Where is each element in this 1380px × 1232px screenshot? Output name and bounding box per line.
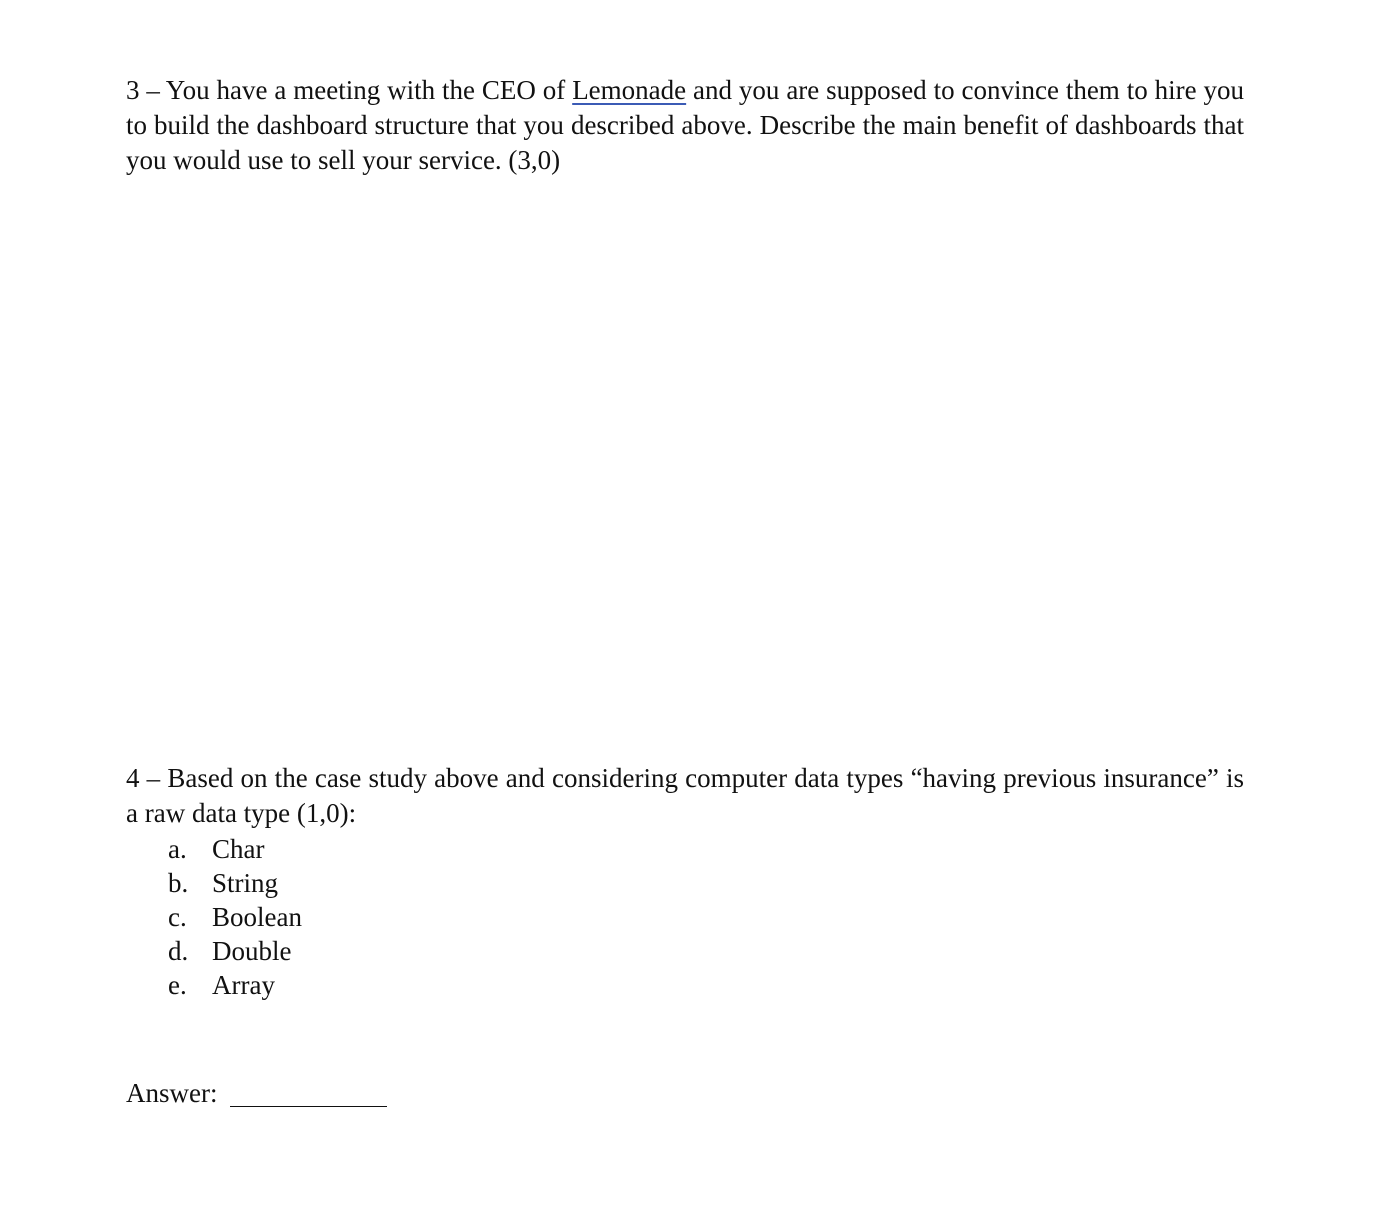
spellcheck-underlined-word[interactable]: Lemonade bbox=[572, 75, 687, 105]
answer-label: Answer: bbox=[126, 1078, 218, 1108]
option-label: Char bbox=[212, 834, 265, 864]
option-label: Boolean bbox=[212, 902, 302, 932]
option-letter: d. bbox=[168, 936, 189, 966]
option-letter: a. bbox=[168, 834, 187, 864]
option-b bbox=[168, 866, 302, 900]
option-label: String bbox=[212, 868, 279, 898]
option-letter: b. bbox=[168, 868, 189, 898]
question-3 bbox=[126, 73, 1244, 178]
option-d bbox=[168, 934, 302, 968]
option-e bbox=[168, 968, 302, 1002]
option-label: Double bbox=[212, 936, 292, 966]
question-4: 4 – Based on the case study above and considering computer data types “having previous insurance” is a raw data type (1,0): bbox=[126, 763, 1244, 828]
option-c bbox=[168, 900, 302, 934]
option-letter: e. bbox=[168, 970, 187, 1000]
answer-blank-line[interactable] bbox=[230, 1106, 387, 1107]
option-a bbox=[168, 832, 302, 866]
option-letter: c. bbox=[168, 902, 187, 932]
option-label: Array bbox=[212, 970, 275, 1000]
question-3-text-before: 3 – You have a meeting with the CEO of bbox=[126, 75, 573, 105]
question-3-text-after: and you are supposed to convince them to hire you to build the dashboard structure that you described above. Describe the main benefit of dashboards that you would use to sell your service. (3,0) bbox=[126, 75, 1244, 175]
answer-options-list bbox=[168, 832, 302, 1002]
